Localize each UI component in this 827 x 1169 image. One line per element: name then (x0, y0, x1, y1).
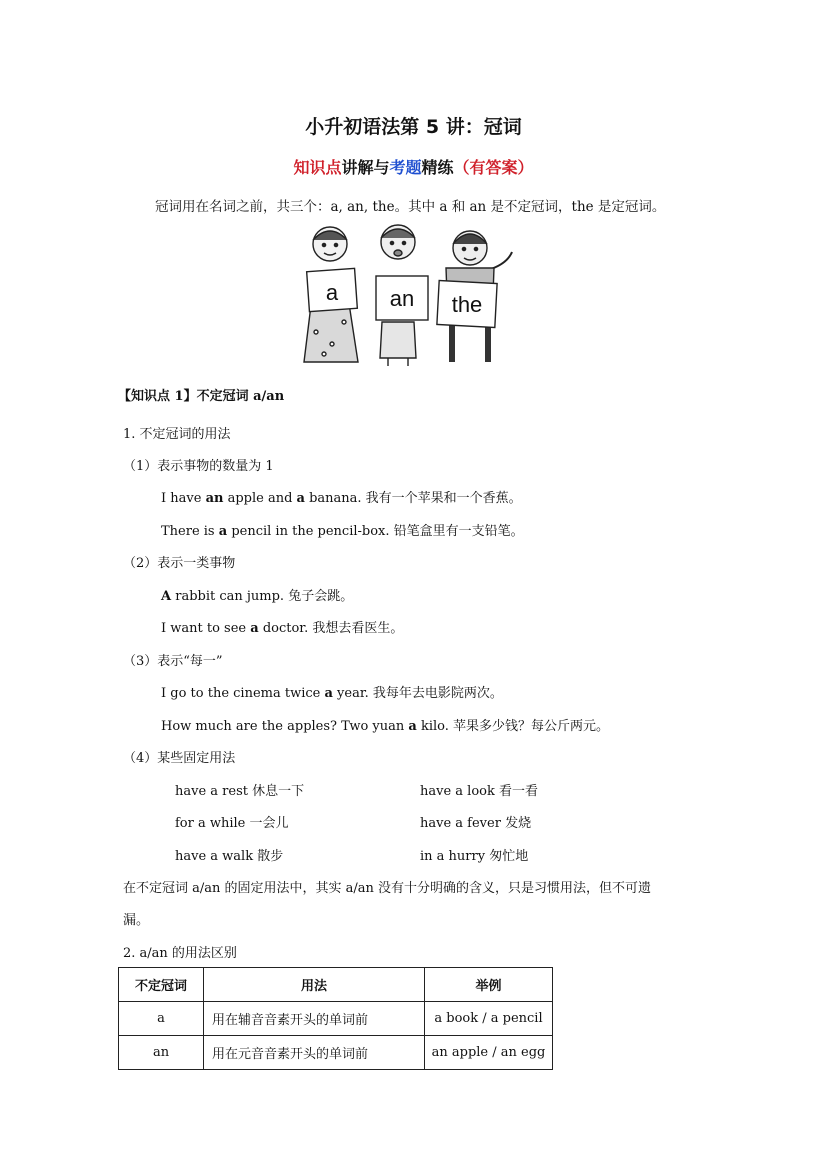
usage-1-heading: （1）表示事物的数量为 1 (123, 459, 274, 474)
example-text: pencil in the pencil-box. 铅笔盒里有一支铅笔。 (227, 524, 524, 539)
subtitle-part-explain: 讲解与 (341, 158, 390, 177)
table-cell: an apple / an egg (425, 1036, 553, 1070)
fixed-phrase: for a while 一会儿 (175, 816, 289, 831)
example-text: I go to the cinema twice (161, 686, 325, 701)
sign-label-an: an (389, 286, 415, 311)
subtitle-part-exam: 考题 (389, 158, 422, 177)
usage-2-example-1 (161, 585, 353, 604)
fixed-phrase: have a rest 休息一下 (175, 784, 305, 799)
table-header: 用法 (204, 968, 425, 1002)
note-line-2: 漏。 (123, 913, 150, 928)
usage-3-example-1 (161, 682, 503, 701)
page-subtitle (0, 155, 827, 178)
article-highlight: a (296, 491, 305, 506)
usage-1-example-2 (161, 520, 524, 539)
table-cell: a book / a pencil (425, 1002, 553, 1036)
table-cell: an (119, 1036, 204, 1070)
fixed-phrase: in a hurry 匆忙地 (420, 849, 529, 864)
a-an-usage-table (118, 967, 553, 1070)
usage-3-heading: （3）表示“每一” (123, 654, 223, 669)
subtitle-part-knowledge: 知识点 (293, 158, 342, 177)
usage-3-example-2 (161, 715, 609, 734)
article-highlight: a (250, 621, 259, 636)
table-row (119, 1036, 553, 1070)
fixed-phrase: have a fever 发烧 (420, 816, 532, 831)
example-text: kilo. 苹果多少钱？每公斤两元。 (416, 719, 610, 734)
example-text: I want to see (161, 621, 251, 636)
table-cell: 用在元音音素开头的单词前 (204, 1036, 425, 1070)
example-text: doctor. 我想去看医生。 (258, 621, 404, 636)
children-holding-signs-illustration (302, 222, 534, 370)
knowledge-point-1-heading: 【知识点 1】不定冠词 a/an (118, 389, 285, 404)
subtitle-part-answers: （有答案） (453, 158, 534, 177)
article-highlight: A (161, 589, 172, 604)
article-highlight: an (205, 491, 224, 506)
example-text: How much are the apples? Two yuan (161, 719, 409, 734)
article-highlight: a (408, 719, 417, 734)
example-text: rabbit can jump. 兔子会跳。 (171, 589, 354, 604)
example-text: banana. 我有一个苹果和一个香蕉。 (304, 491, 522, 506)
sign-label-the: the (451, 292, 483, 317)
example-text: apple and (223, 491, 297, 506)
usage-1-example-1 (161, 487, 522, 506)
table-header-row (119, 968, 553, 1002)
usage-2-example-2 (161, 617, 403, 636)
sign-label-a: a (325, 280, 339, 305)
usage-2-heading: （2）表示一类事物 (123, 556, 236, 571)
fixed-phrase: have a look 看一看 (420, 784, 538, 799)
article-highlight: a (218, 524, 228, 539)
note-line-1: 在不定冠词 a/an 的固定用法中，其实 a/an 没有十分明确的含义，只是习惯用法，但不可遗 (123, 881, 652, 896)
usage-4-heading: （4）某些固定用法 (123, 751, 236, 766)
section-2-heading: 2. a/an 的用法区别 (123, 946, 237, 961)
example-text: I have (161, 491, 206, 506)
section-1-heading: 1. 不定冠词的用法 (123, 427, 231, 442)
example-text: year. 我每年去电影院两次。 (332, 686, 503, 701)
table-cell: a (119, 1002, 204, 1036)
table-row (119, 1002, 553, 1036)
subtitle-part-practice: 精练 (421, 158, 454, 177)
intro-paragraph: 冠词用在名词之前，共三个：a, an, the。其中 a 和 an 是不定冠词，the 是定冠词。 (155, 199, 666, 215)
example-text: There is (161, 524, 219, 539)
table-header: 不定冠词 (119, 968, 204, 1002)
fixed-phrase: have a walk 散步 (175, 849, 284, 864)
article-highlight: a (324, 686, 333, 701)
table-cell: 用在辅音音素开头的单词前 (204, 1002, 425, 1036)
table-header: 举例 (425, 968, 553, 1002)
page-title: 小升初语法第 5 讲：冠词 (305, 116, 522, 138)
